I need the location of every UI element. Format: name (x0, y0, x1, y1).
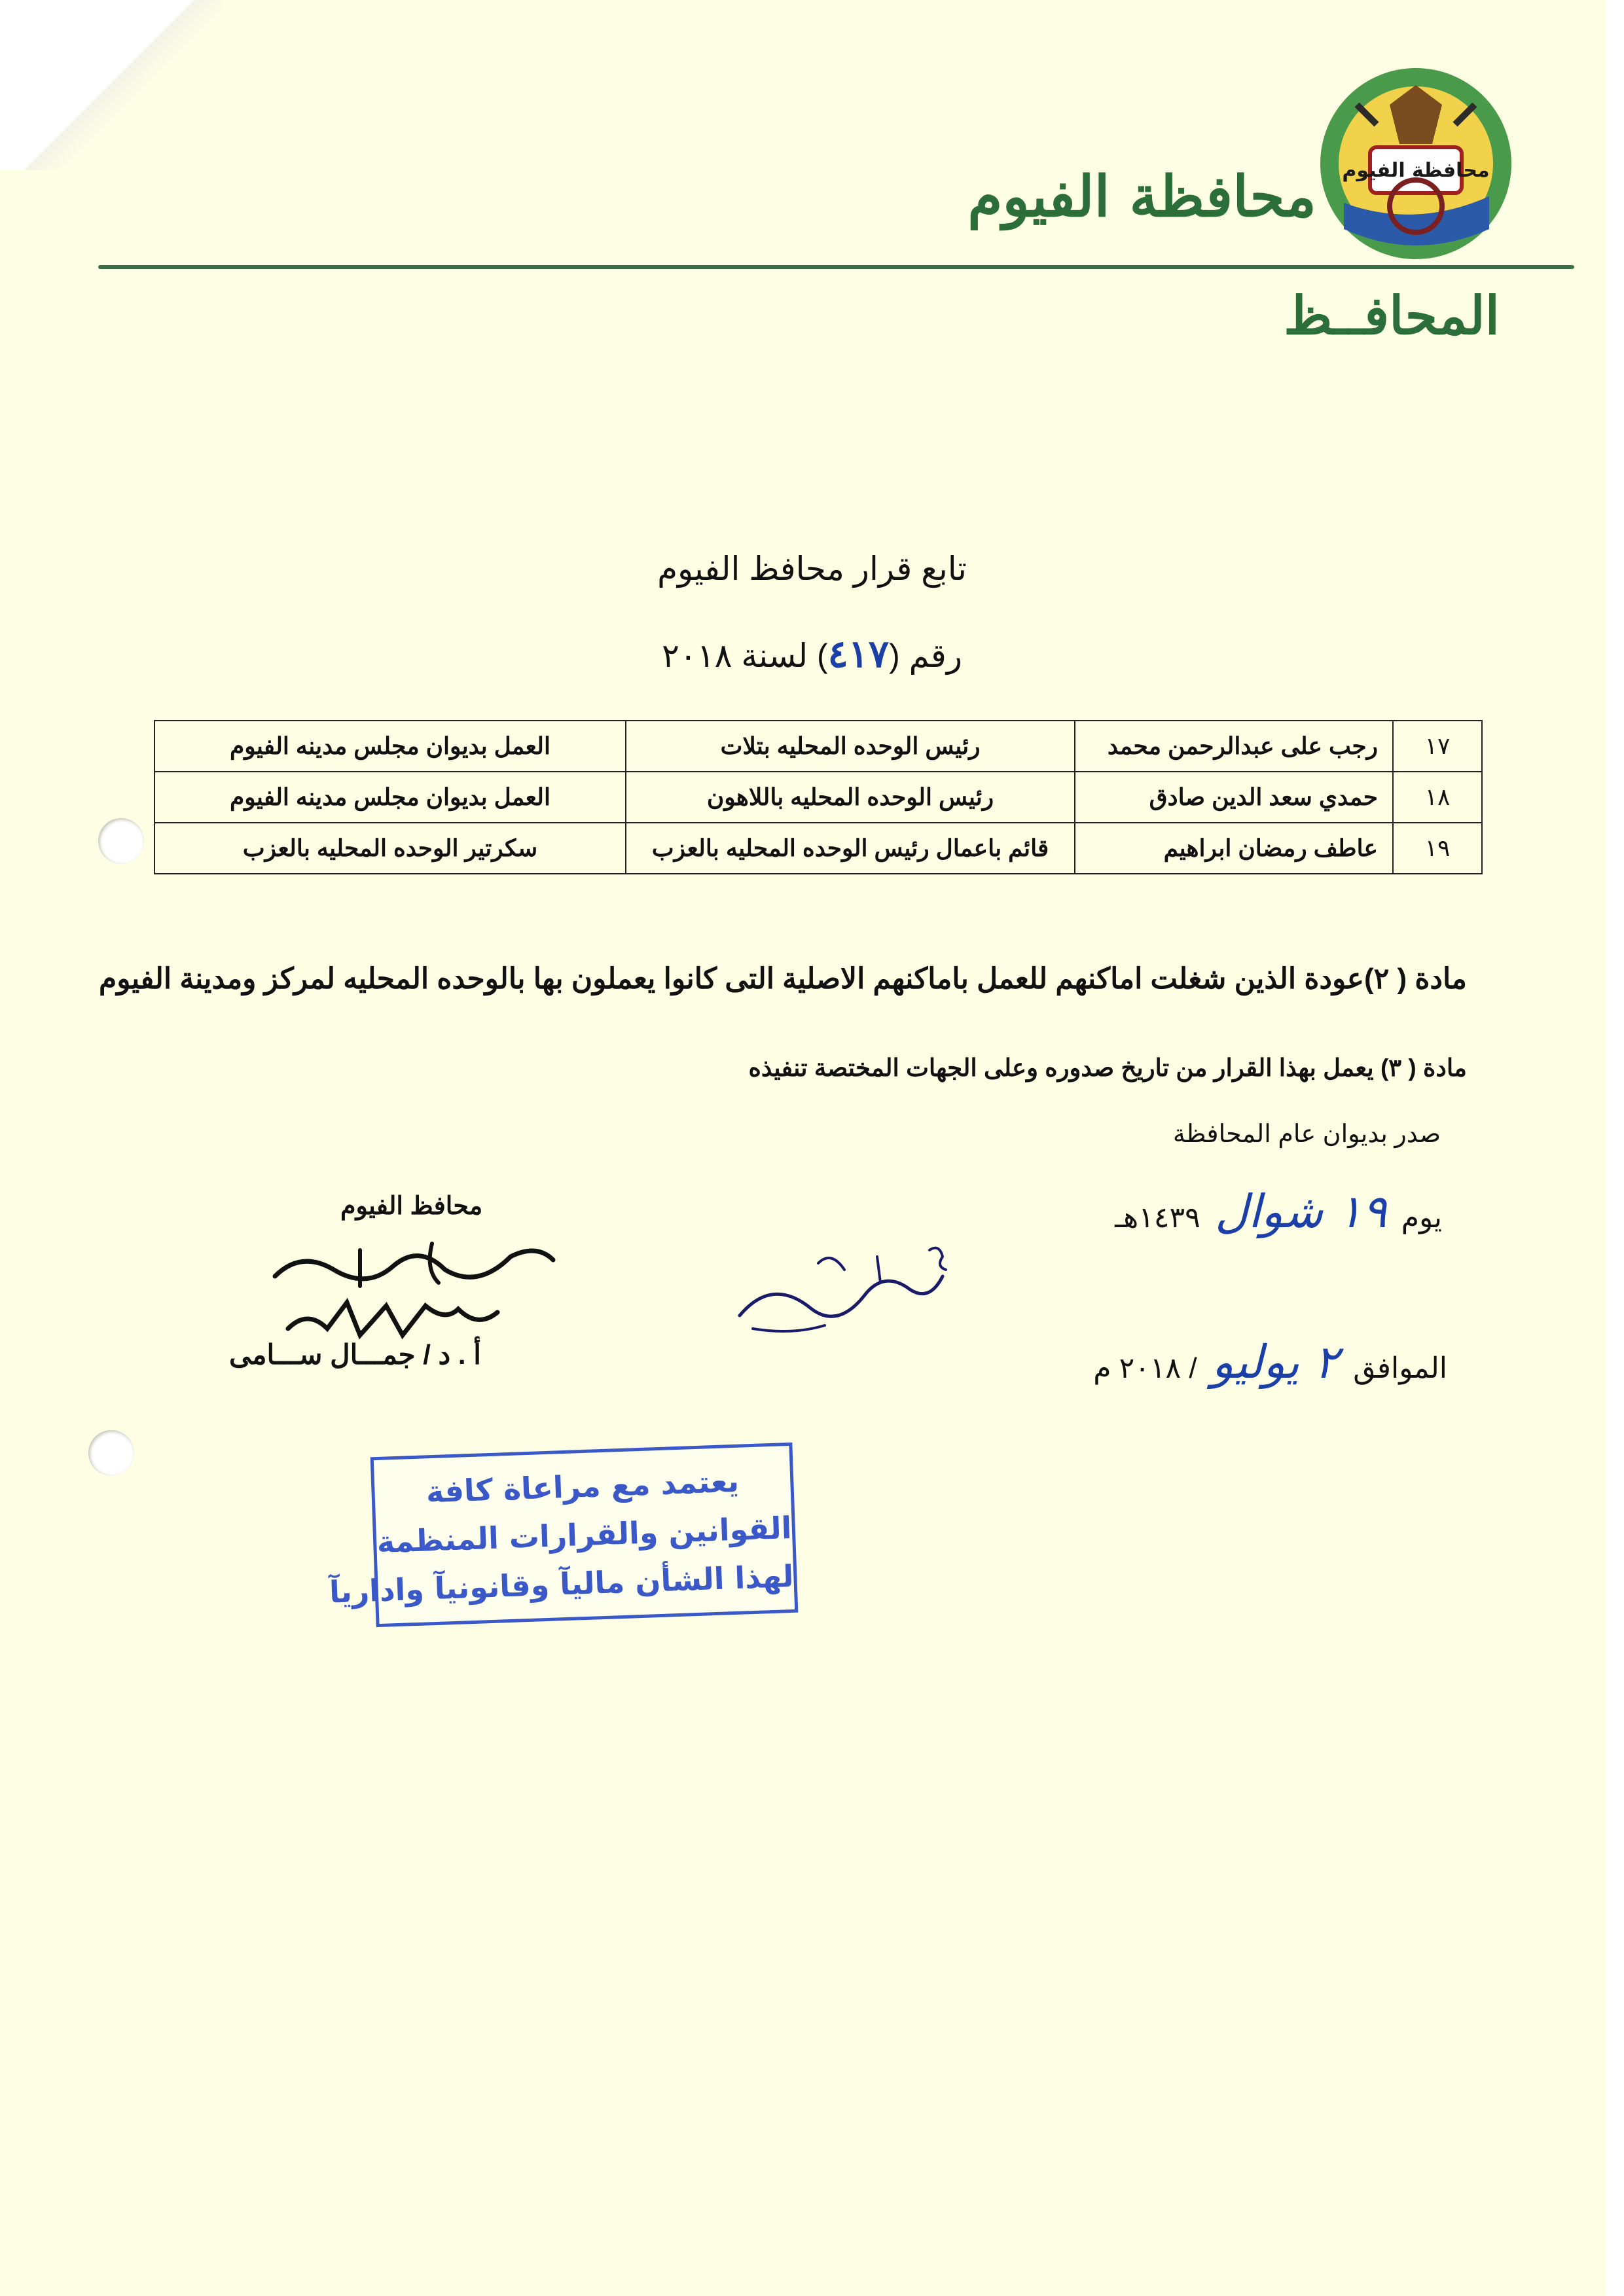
decision-number (0, 632, 1624, 676)
scan-right-edge (1606, 0, 1624, 2296)
office-title: المحافــظ (1284, 285, 1500, 346)
decision-number-value: ٤١٧ (827, 633, 890, 675)
governorate-logo (1318, 65, 1514, 262)
table-row (154, 772, 1482, 823)
row-number: ١٨ (1393, 772, 1482, 823)
greg-prefix: الموافق (1353, 1352, 1447, 1384)
row-number: ١٩ (1393, 823, 1482, 874)
stamp-line-2: القوانين والقرارات المنظمة (376, 1509, 793, 1560)
current-position: قائم باعمال رئيس الوحده المحليه بالعزب (626, 823, 1075, 874)
assignments-table (154, 720, 1483, 874)
hijri-suffix: ١٤٣٩هـ (1115, 1202, 1200, 1234)
new-assignment: سكرتير الوحده المحليه بالعزب (154, 823, 626, 874)
table-row (154, 823, 1482, 874)
issued-at: صدر بديوان عام المحافظة (1172, 1121, 1441, 1148)
scan-corner-fold (0, 0, 223, 170)
governorate-title: محافظة الفيوم (967, 164, 1316, 230)
new-assignment: العمل بديوان مجلس مدينه الفيوم (154, 721, 626, 772)
current-position: رئيس الوحده المحليه باللاهون (626, 772, 1075, 823)
decision-number-prefix: رقم ( (889, 637, 962, 674)
employee-name: رجب على عبدالرحمن محمد (1075, 721, 1393, 772)
stamp-line-1: يعتمد مع مراعاة كافة (425, 1463, 740, 1510)
punch-hole (98, 818, 144, 864)
decision-number-suffix: ) لسنة ٢٠١٨ (662, 637, 828, 674)
hijri-handwritten: ١٩ شوال (1214, 1185, 1387, 1238)
punch-hole (88, 1430, 134, 1476)
table-row (154, 721, 1482, 772)
reviewer-signature (713, 1237, 962, 1348)
greg-suffix: / ٢٠١٨ م (1093, 1352, 1197, 1384)
article-2: مادة ( ٢)عودة الذين شغلت اماكنهم للعمل باماكنهم الاصلية التى كانوا يعملون بها بالوحده المحليه لمركز ومدينة الفيوم (99, 963, 1467, 995)
governor-title: محافظ الفيوم (340, 1193, 483, 1220)
hijri-prefix: يوم (1401, 1202, 1442, 1234)
approval-stamp (329, 1443, 799, 1627)
hijri-date (1115, 1185, 1442, 1238)
employee-name: عاطف رمضان ابراهيم (1075, 823, 1393, 874)
employee-name: حمدي سعد الدين صادق (1075, 772, 1393, 823)
article-3: مادة ( ٣) يعمل بهذا القرار من تاريخ صدوره وعلى الجهات المختصة تنفيذه (748, 1054, 1467, 1081)
current-position: رئيس الوحده المحليه بتلات (626, 721, 1075, 772)
new-assignment: العمل بديوان مجلس مدينه الفيوم (154, 772, 626, 823)
governor-name: أ . د / جمـــال ســـامى (229, 1339, 481, 1370)
stamp-line-3: لهذا الشأن ماليآ وقانونيآ واداريآ (329, 1558, 795, 1610)
row-number: ١٧ (1393, 721, 1482, 772)
header-divider (98, 265, 1574, 269)
logo-text: محافظة الفيوم (1342, 159, 1490, 182)
gregorian-date (1093, 1335, 1447, 1389)
greg-handwritten: ٢ يوليو (1211, 1335, 1339, 1389)
governor-signature (262, 1230, 563, 1355)
decision-heading: تابع قرار محافظ الفيوم (657, 550, 967, 587)
